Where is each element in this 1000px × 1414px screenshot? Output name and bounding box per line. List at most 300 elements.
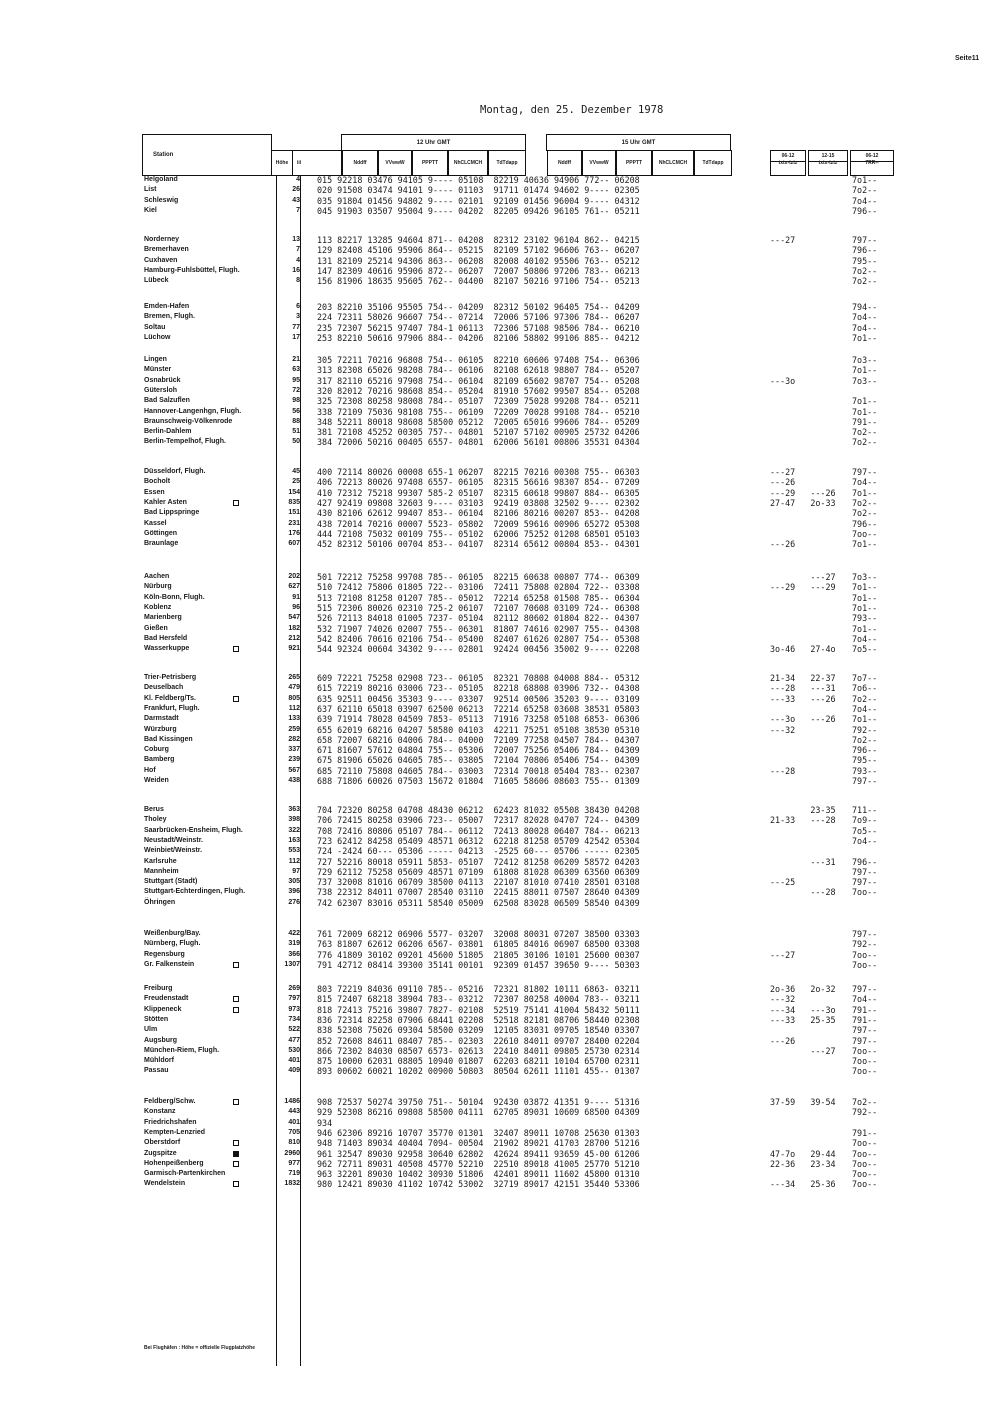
precipitation-code: 7o1-- <box>852 396 878 407</box>
station-name <box>144 1026 157 1034</box>
observation-values: 609 72221 75258 02908 723-- 06105 82321 70808 04008 884-- 05312 <box>317 673 640 683</box>
station-height: 97 <box>292 867 300 875</box>
station-name <box>144 236 179 244</box>
station-label: Hamburg-Fuhlsbüttel, Flugh. <box>144 266 240 274</box>
station-height: 567 <box>288 766 300 774</box>
station-label: Oberstdorf <box>144 1139 181 1147</box>
station-label: Kempten-Lenzried <box>144 1128 206 1136</box>
station-height: 21 <box>292 356 300 363</box>
precipitation-code: 7oo-- <box>852 1148 878 1159</box>
header-0612-label: 06-12 <box>781 153 795 159</box>
precipitation-code: 7oo-- <box>852 887 878 898</box>
observation-values: 406 72213 80026 97408 6557- 06105 82315 56616 98307 854-- 07209 <box>317 477 640 488</box>
station-label: München-Riem, Flugh. <box>144 1046 220 1054</box>
observation-values: 908 72537 50274 39750 751-- 50104 92430 03872 41351 9---- 51316 <box>317 1097 640 1107</box>
observation-values: 129 82408 45106 95906 864-- 05215 82109 57102 96606 763-- 06207 <box>317 245 640 256</box>
observation-values: 727 52216 80018 05911 5853- 05107 72412 81258 06209 58572 04203 <box>317 856 640 867</box>
station-height: 269 <box>288 985 300 992</box>
open-square-icon <box>233 1099 239 1105</box>
station-name <box>144 499 187 507</box>
observation-values: 544 92324 00604 34302 9---- 02801 92424 00456 35002 9---- 02208 <box>317 644 640 655</box>
station-height: 438 <box>288 777 300 784</box>
station-label: Hannover-Langenhgn, Flugh. <box>144 407 242 415</box>
precipitation-code: 7o1-- <box>852 332 878 343</box>
station-name <box>144 594 205 602</box>
station-label: Passau <box>144 1067 169 1075</box>
observation-values: 235 72307 56215 97407 784-1 06113 72306 57108 98506 784-- 06210 <box>317 322 640 333</box>
precipitation-code: 7oo-- <box>852 949 878 960</box>
observation-values: 706 72415 80258 03906 723-- 05007 72317 82028 04707 724-- 04309 <box>317 815 640 826</box>
observation-values: 723 62412 84258 05409 48571 06312 62218 81258 05709 42542 05304 <box>317 835 640 846</box>
precipitation-code: 7o4-- <box>852 703 878 714</box>
station-height: 1832 <box>284 1180 300 1188</box>
station-height: 151 <box>288 509 300 517</box>
precipitation-code: 7o1-- <box>852 623 878 634</box>
precipitation-code: 7o1-- <box>852 539 878 550</box>
precipitation-code: 7o7-- <box>852 673 878 683</box>
station-name <box>144 715 179 723</box>
temperature-range: 21-34 22-37 <box>770 673 836 683</box>
subheader-cell: Nddff <box>342 150 378 176</box>
temperature-range: 47-7o 29-44 <box>770 1148 836 1159</box>
observation-values: 427 92419 09808 32603 9---- 03103 92419 03808 32502 9---- 02302 <box>317 497 640 508</box>
observation-values: 963 32201 89030 10402 30930 51806 42401 89011 11602 45800 01310 <box>317 1169 640 1180</box>
station-height: 805 <box>288 694 300 702</box>
temperature-range: 2o-36 2o-32 <box>770 984 836 994</box>
observation-values: 635 92511 00456 35303 9---- 03307 92514 00506 35203 9---- 03109 <box>317 693 640 704</box>
observation-values: 430 82106 62612 99407 853-- 06104 82106 80216 00207 853-- 04208 <box>317 508 640 519</box>
precipitation-code: 792-- <box>852 1107 878 1118</box>
station-name <box>144 837 203 845</box>
station-height: 2960 <box>284 1149 300 1157</box>
observation-values: 410 72312 75218 99307 585-2 05107 82315 60618 99807 884-- 06305 <box>317 487 640 498</box>
precipitation-code: 7o5-- <box>852 644 878 655</box>
station-name <box>144 777 169 785</box>
open-square-icon <box>233 996 239 1002</box>
station-height: 4 <box>296 176 300 183</box>
station-name <box>144 583 172 591</box>
station-label: Köln-Bonn, Flugh. <box>144 593 205 601</box>
precipitation-code: 7o4-- <box>852 322 878 333</box>
station-name <box>144 951 185 959</box>
station-name <box>144 277 169 285</box>
observation-values: 729 62112 75258 05609 48571 07109 61808 81028 06309 63560 06309 <box>317 866 640 877</box>
station-name <box>144 207 157 215</box>
station-name <box>144 1180 185 1188</box>
station-height: 45 <box>292 468 300 475</box>
station-label: Feldberg/Schw. <box>144 1098 196 1105</box>
precipitation-code: 791-- <box>852 1014 878 1025</box>
temperature-range: ---28 <box>770 887 836 898</box>
station-label: Darmstadt <box>144 715 179 723</box>
station-name <box>144 756 174 764</box>
precipitation-code: 795-- <box>852 255 878 266</box>
observation-values: 203 82210 35106 95505 754-- 04209 82312 50102 96405 754-- 04209 <box>317 302 640 312</box>
station-name <box>144 366 171 374</box>
station-label: Tholey <box>144 816 167 824</box>
observation-values: 348 52211 80018 98608 58500 05212 72005 65016 99606 784-- 05209 <box>317 416 640 427</box>
temperature-range: ---26 <box>770 1035 796 1046</box>
observation-values: 637 62110 65018 03907 62500 06213 72214 65258 03608 38531 05803 <box>317 703 640 714</box>
precipitation-code: 7o4-- <box>852 835 878 846</box>
station-height: 1307 <box>284 960 300 968</box>
station-name <box>144 176 178 184</box>
subheader-cell: TdTdapp <box>694 150 732 176</box>
station-height: 63 <box>292 366 300 374</box>
header-12-gmt <box>341 134 526 151</box>
precipitation-code: 7o3-- <box>852 375 878 386</box>
precipitation-code: 7o2-- <box>852 734 878 745</box>
station-height: 366 <box>288 950 300 958</box>
observation-values: 742 62307 83016 05311 58540 05009 62508 83028 06509 58540 04309 <box>317 897 640 908</box>
station-name <box>144 985 172 993</box>
observation-values: 320 82012 70216 98608 854-- 05204 81910 57602 99507 854-- 05208 <box>317 385 640 396</box>
station-height: 154 <box>288 488 300 496</box>
observation-values: 761 72009 68212 06906 5577- 03207 32008 80031 07207 38500 03303 <box>317 929 640 939</box>
station-label: Frankfurt, Flugh. <box>144 704 200 712</box>
station-height: 17 <box>292 333 300 341</box>
station-name <box>144 1047 219 1055</box>
observation-values: 513 72108 81258 01207 785-- 05012 72214 65258 01508 785-- 06304 <box>317 592 640 603</box>
station-name <box>144 746 169 754</box>
observation-values: 045 91903 03507 95004 9---- 04202 82205 09426 96105 761-- 05211 <box>317 205 640 216</box>
station-label: Schleswig <box>144 196 179 204</box>
station-label: Hohenpeißenberg <box>144 1159 204 1167</box>
station-label: Kahler Asten <box>144 498 187 506</box>
station-name <box>144 736 193 744</box>
station-height: 77 <box>292 323 300 331</box>
station-height: 96 <box>292 603 300 611</box>
station-label: Helgoland <box>144 176 178 183</box>
header-12-gmt-label: 12 Uhr GMT <box>416 139 451 146</box>
station-label: Braunlage <box>144 540 179 548</box>
observation-values: 542 82406 70616 02106 754-- 05400 82407 61626 02807 754-- 05308 <box>317 633 640 644</box>
observation-values: 803 72219 84036 09110 785-- 05216 72321 81802 10111 6863- 03211 <box>317 984 640 994</box>
precipitation-code: 791-- <box>852 1127 878 1138</box>
temperature-range: ---27 <box>770 467 796 477</box>
observation-values: 400 72114 80026 00008 655-1 06207 82215 70216 00308 755-- 06303 <box>317 467 640 477</box>
station-height: 282 <box>288 735 300 743</box>
temperature-range: ---3o <box>770 375 796 386</box>
station-label: Freiburg <box>144 985 173 992</box>
precipitation-code: 7o2-- <box>852 497 878 508</box>
station-height: 26 <box>292 186 300 194</box>
station-label: Düsseldorf, Flugh. <box>144 468 206 475</box>
station-label: Berus <box>144 806 164 813</box>
station-height: 977 <box>288 1159 300 1167</box>
temperature-range: ---26 <box>770 477 796 488</box>
precipitation-code: 7oo-- <box>852 959 878 970</box>
observation-values: 325 72308 80258 98008 784-- 05107 72309 75028 99208 784-- 05211 <box>317 396 640 407</box>
precipitation-code: 797-- <box>852 467 878 477</box>
observation-values: 962 72711 89031 40508 45770 52210 22510 89018 41005 25770 51210 <box>317 1158 640 1169</box>
precipitation-code: 7o1-- <box>852 365 878 376</box>
station-height: 6 <box>296 303 300 310</box>
station-label: Norderney <box>144 236 180 243</box>
precipitation-code: 7o4-- <box>852 195 878 206</box>
temperature-range: ---27 <box>770 949 796 960</box>
station-name <box>144 1139 180 1147</box>
station-label: Göttingen <box>144 529 178 537</box>
temperature-range: 23-35 <box>770 805 836 815</box>
station-height: 398 <box>288 816 300 824</box>
station-height: 276 <box>288 898 300 906</box>
station-name <box>144 257 177 265</box>
station-name <box>144 684 183 692</box>
precipitation-code: 797-- <box>852 235 878 245</box>
temperature-range: ---27 <box>770 235 796 245</box>
station-name <box>144 806 164 814</box>
station-height: 422 <box>288 930 300 937</box>
subheader-cell: NhCLCMCH <box>448 150 488 176</box>
precipitation-code: 7o4-- <box>852 994 878 1005</box>
station-height: 133 <box>288 715 300 723</box>
station-name <box>144 387 177 395</box>
station-height: 112 <box>288 704 300 712</box>
header-15-gmt <box>546 134 731 151</box>
open-square-icon <box>233 1161 239 1167</box>
station-label: Coburg <box>144 746 169 754</box>
station-label: Lingen <box>144 356 167 363</box>
station-label: Bad Salzuflen <box>144 397 190 405</box>
observation-values: 838 52308 75026 09304 58500 03209 12105 83031 09705 18540 03307 <box>317 1025 640 1036</box>
open-square-icon <box>233 500 239 506</box>
open-square-icon <box>233 1007 239 1013</box>
header-15-gmt-label: 15 Uhr GMT <box>621 139 656 146</box>
station-name <box>144 377 181 385</box>
observation-values: 763 81807 62612 06206 6567- 03801 61805 84016 06907 68500 03308 <box>317 939 640 950</box>
precipitation-code: 797-- <box>852 877 878 888</box>
observation-values: 515 72306 80026 02310 725-2 06107 72107 70608 03109 724-- 06308 <box>317 602 640 613</box>
station-height: 4 <box>296 256 300 264</box>
station-name <box>144 356 167 364</box>
station-label: Berlin-Tempelhof, Flugh. <box>144 438 226 446</box>
station-name <box>144 899 175 907</box>
station-height: 396 <box>288 888 300 896</box>
station-label: Bamberg <box>144 756 175 764</box>
station-label: Konstanz <box>144 1108 176 1116</box>
station-height: 921 <box>288 645 300 653</box>
station-label: Zugspitze <box>144 1149 177 1157</box>
precipitation-code: 7o2-- <box>852 276 878 287</box>
precipitation-code: 7o1-- <box>852 406 878 417</box>
station-height: 553 <box>288 847 300 855</box>
station-label: Wendelstein <box>144 1180 186 1188</box>
station-name <box>144 930 201 938</box>
station-height: 443 <box>288 1108 300 1116</box>
station-name <box>144 397 190 405</box>
station-name <box>144 408 241 416</box>
station-height: 259 <box>288 725 300 733</box>
temperature-range: 3o-46 27-4o <box>770 644 836 655</box>
temperature-range: 27-47 2o-33 <box>770 497 836 508</box>
station-height: 212 <box>288 634 300 642</box>
station-height: 8 <box>296 277 300 285</box>
station-height: 401 <box>288 1057 300 1065</box>
precipitation-code: 796-- <box>852 856 878 867</box>
station-name <box>144 940 200 948</box>
precipitation-code: 7o1-- <box>852 582 878 593</box>
station-name <box>144 313 195 321</box>
precipitation-code: 796-- <box>852 245 878 256</box>
station-label: Garmisch-Partenkirchen <box>144 1170 226 1178</box>
station-height: 835 <box>288 498 300 506</box>
station-height: 477 <box>288 1036 300 1044</box>
observation-values: 724 -2424 60--- 05306 ----- 04213 -2525 60--- 05706 ----- 02305 <box>317 846 640 857</box>
subheader-cell: PPPTT <box>616 150 652 176</box>
station-name <box>144 858 177 866</box>
station-height: 231 <box>288 519 300 527</box>
station-name <box>144 1160 204 1168</box>
station-name <box>144 827 243 835</box>
station-label: List <box>144 186 157 194</box>
station-height: 522 <box>288 1026 300 1034</box>
observation-values: 737 32008 81016 06709 38500 04113 22107 81010 07410 28501 03108 <box>317 877 640 888</box>
station-label: Bocholt <box>144 478 171 486</box>
precipitation-code: 7o4-- <box>852 633 878 644</box>
station-height: 112 <box>288 857 300 865</box>
station-label: Marienberg <box>144 614 182 622</box>
station-name <box>144 509 199 517</box>
precipitation-code: 7o2-- <box>852 427 878 438</box>
precipitation-code: 797-- <box>852 929 878 939</box>
station-height: 98 <box>292 397 300 405</box>
observation-values: 224 72311 58026 96607 754-- 07214 72006 57106 97306 784-- 06207 <box>317 312 640 323</box>
observation-values: 615 72219 80216 03006 723-- 05105 82218 68808 03906 732-- 04308 <box>317 683 640 694</box>
station-height: 547 <box>288 614 300 622</box>
observation-values: 501 72212 75258 99708 785-- 06105 82215 60638 00807 774-- 06309 <box>317 572 640 582</box>
station-label: Hof <box>144 766 156 774</box>
station-height: 51 <box>292 428 300 436</box>
station-height: 163 <box>288 836 300 844</box>
precipitation-code: 7o2-- <box>852 508 878 519</box>
header-station <box>142 134 272 176</box>
temperature-range: ---34 ---3o <box>770 1004 836 1015</box>
subheader-cell: VVwwW <box>378 150 412 176</box>
precipitation-code: 796-- <box>852 745 878 756</box>
station-height: 95 <box>292 376 300 384</box>
observation-values: 317 82110 65216 97908 754-- 06104 82109 65602 98707 754-- 05208 <box>317 375 640 386</box>
station-height: 182 <box>288 624 300 632</box>
station-name <box>144 1057 174 1065</box>
observation-values: 961 32547 89030 92958 30640 62802 42624 89411 93659 45-00 61206 <box>317 1148 640 1159</box>
header-iii <box>292 150 342 176</box>
station-name <box>144 604 171 612</box>
open-square-icon <box>233 1140 239 1146</box>
observation-values: 658 72007 68216 04006 784-- 04000 72109 77258 04507 784-- 04307 <box>317 734 640 745</box>
open-square-icon <box>233 1181 239 1187</box>
station-name <box>144 334 170 342</box>
station-height: 56 <box>292 407 300 415</box>
subheader-cell: txtx-tztz <box>808 150 848 176</box>
precipitation-code: 7o9-- <box>852 815 878 826</box>
observation-values: 253 82210 50616 97906 884-- 04206 82106 58802 99106 885-- 04212 <box>317 332 640 343</box>
open-square-icon <box>233 696 239 702</box>
station-name <box>144 197 178 205</box>
station-name <box>144 767 156 775</box>
station-name <box>144 1129 205 1137</box>
temperature-range: ---33 ---26 <box>770 693 836 704</box>
station-height: 810 <box>288 1139 300 1147</box>
station-name <box>144 645 189 653</box>
station-label: Stötten <box>144 1015 169 1023</box>
station-height: 16 <box>292 266 300 274</box>
observation-values: 639 71914 78028 04509 7853- 05113 71916 73258 05108 6853- 06306 <box>317 714 640 725</box>
station-name <box>144 695 196 703</box>
temperature-range: ---29 ---29 <box>770 582 836 593</box>
station-height: 607 <box>288 540 300 548</box>
precipitation-code: 793-- <box>852 613 878 624</box>
station-height: 705 <box>288 1128 300 1136</box>
station-label: Koblenz <box>144 603 172 611</box>
station-name <box>144 705 200 713</box>
observation-values: 438 72014 70216 00007 5523- 05802 72009 59616 00906 65272 05308 <box>317 518 640 529</box>
precipitation-code: 791-- <box>852 416 878 427</box>
page-number: Seite11 <box>955 55 980 62</box>
observation-values: 948 71403 89034 40404 7094- 00504 21902 89021 41703 28700 51216 <box>317 1138 640 1149</box>
station-label: Trier-Petrisberg <box>144 674 197 681</box>
station-name <box>144 478 170 486</box>
station-name <box>144 428 191 436</box>
station-label: Ulm <box>144 1026 158 1034</box>
subheader-cell: NhCLCMCH <box>652 150 694 176</box>
observation-values: 452 82312 50106 00704 853-- 04107 82314 65612 00804 853-- 04301 <box>317 539 640 550</box>
station-name <box>144 614 182 622</box>
precipitation-code: 7o1-- <box>852 175 878 185</box>
precipitation-code: 797-- <box>852 1025 878 1036</box>
station-height: 88 <box>292 417 300 425</box>
temperature-range: ---29 ---26 <box>770 487 836 498</box>
station-name <box>144 961 194 969</box>
station-name <box>144 888 245 896</box>
precipitation-code: 7o4-- <box>852 477 878 488</box>
observation-values: 929 52308 86216 09808 58500 04111 62705 89031 10609 68500 04309 <box>317 1107 640 1118</box>
station-label: Wasserkuppe <box>144 645 190 653</box>
station-label: Bad Hersfeld <box>144 634 188 642</box>
station-height: 265 <box>288 674 300 681</box>
station-name <box>144 1119 197 1127</box>
observation-values: 708 72416 80806 05107 784-- 06112 72413 80028 06407 784-- 06213 <box>317 825 640 836</box>
precipitation-code: 797-- <box>852 776 878 786</box>
station-height: 479 <box>288 684 300 692</box>
precipitation-code: 7o1-- <box>852 714 878 725</box>
precipitation-code: 796-- <box>852 205 878 216</box>
observation-values: 934 <box>317 1117 333 1128</box>
station-height: 7 <box>296 246 300 254</box>
station-name <box>144 186 156 194</box>
precipitation-code: 711-- <box>852 805 878 815</box>
observation-values: 305 72211 70216 96808 754-- 06105 82210 60606 97408 754-- 06306 <box>317 355 640 365</box>
station-height: 25 <box>292 478 300 486</box>
subheader-cell: PPPTT <box>412 150 448 176</box>
precipitation-code: 7o3-- <box>852 355 878 365</box>
station-label: Münster <box>144 366 172 374</box>
station-label: Kiel <box>144 206 157 214</box>
temperature-range: ---28 <box>770 765 796 776</box>
station-height: 319 <box>288 940 300 948</box>
station-name <box>144 530 177 538</box>
station-height: 363 <box>288 806 300 813</box>
footnote: Bei Flughäfen : Höhe = offizielle Flugplatzhöhe <box>144 1345 255 1351</box>
station-label: Bad Kissingen <box>144 735 193 743</box>
header-hoehe <box>271 150 293 176</box>
station-label: Regensburg <box>144 950 185 958</box>
observation-values: 671 81607 57612 04804 755-- 05306 72007 75256 05406 784-- 04309 <box>317 745 640 756</box>
station-label: Soltau <box>144 323 166 331</box>
station-label: Karlsruhe <box>144 857 177 865</box>
station-height: 7 <box>296 206 300 214</box>
precipitation-code: 793-- <box>852 765 878 776</box>
